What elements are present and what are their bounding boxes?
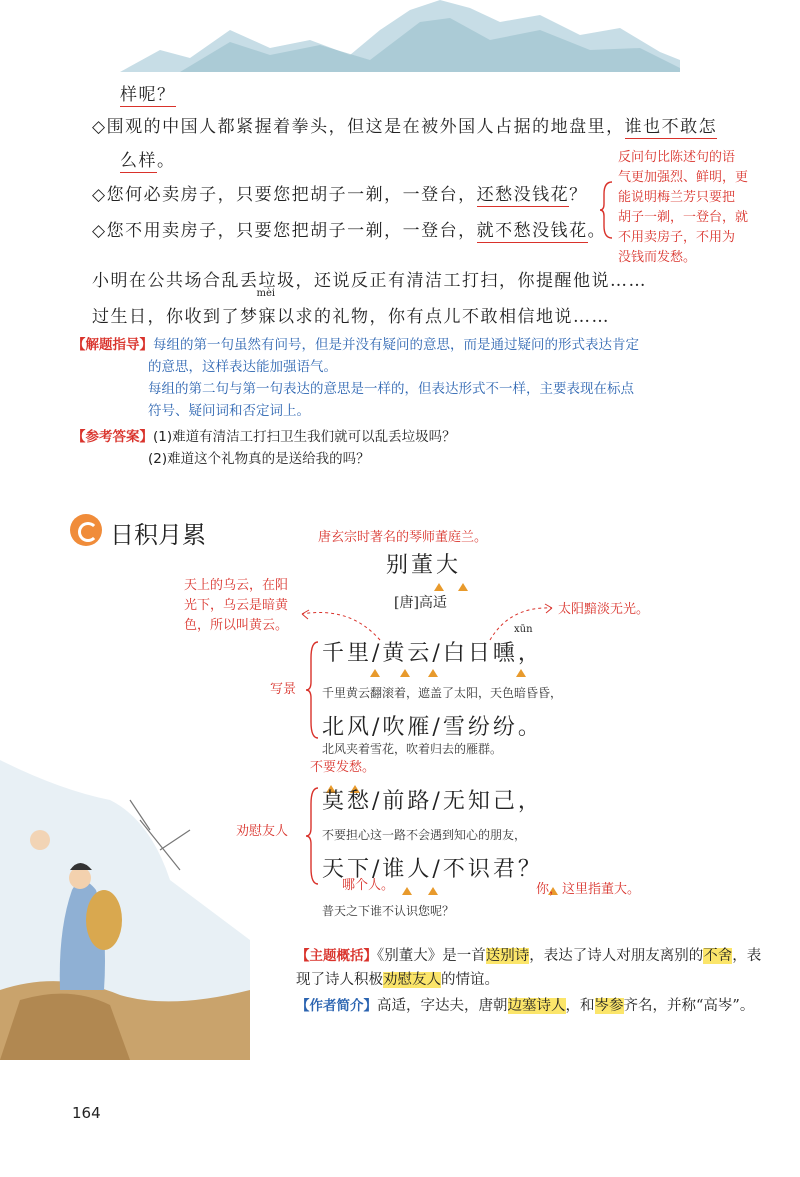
note-mochou: 不要发愁。 (310, 760, 376, 775)
question-1: 小明在公共场合乱丢垃圾，还说反正有清洁工打扫，你提醒他说…… (92, 271, 647, 291)
note-jun: 你，这里指董大。 (536, 882, 641, 897)
translation-1: 千里黄云翻滚着，遮盖了太阳，天色暗昏昏， (322, 686, 563, 700)
example-sentence-1a: ◇围观的中国人都紧握着拳头，但这是在被外国人占据的地盘里，谁也不敢怎 (92, 117, 718, 137)
reference-answer: 【参考答案】(1)难道有清洁工打扫卫生我们就可以乱丢垃圾吗？ (2)难道这个礼物真的是送给我的吗？ (72, 429, 456, 467)
note-dongda: 唐玄宗时著名的琴师董庭兰。 (318, 530, 488, 545)
scene-brace (306, 640, 320, 740)
comfort-brace (306, 786, 320, 886)
solving-guide: 【解题指导】每组的第一句虽然有问号，但是并没有疑问的意思，而是通过疑问的形式表达肯定 的意思，这样表达能加强语气。 每组的第二句与第一句表达的意思是一样的，但表达形式不一样，主要表现在标点 符号、疑问词和否定词上。 (72, 337, 639, 419)
note-shuiren: 哪个人。 (342, 878, 395, 893)
note-huangyun: 天上的乌云，在阳 光下，乌云是暗黄 色，所以叫黄云。 (184, 578, 289, 633)
example-sentence-1b: 么样。 (120, 151, 176, 171)
poem-line-4: 天下/谁人/不识君？ (322, 857, 543, 882)
mountain-header-illustration (120, 0, 680, 72)
text-continuation: 样呢？ (120, 85, 176, 105)
note-xun: 太阳黯淡无光。 (558, 602, 650, 617)
translation-4: 普天之下谁不认识您呢？ (322, 904, 455, 918)
label-scene: 写景 (270, 682, 297, 697)
section-title: 日积月累 (110, 521, 206, 549)
poem-line-2: 北风/吹雁/雪纷纷。 (322, 715, 543, 740)
page-number: 164 (72, 1104, 101, 1122)
poem-author: [唐]高适 (394, 595, 447, 611)
poet-illustration (0, 760, 250, 1060)
pinyin-xun: xūn (514, 624, 533, 635)
side-note-brace (600, 180, 616, 240)
poem-line-3: 莫愁/前路/无知己， (322, 789, 543, 814)
translation-3: 不要担心这一路不会遇到知心的朋友， (322, 828, 527, 842)
question-2: 过生日，你收到了梦 mèi 寐以求的礼物，你有点儿不敢相信地说…… (92, 288, 610, 327)
poem-title: 别董大 (386, 553, 462, 578)
author-intro: 【作者简介】高适，字达夫，唐朝边塞诗人，和岑参齐名，并称“高岑”。 (296, 998, 755, 1014)
translation-2: 北风夹着雪花，吹着归去的雁群。 (322, 742, 503, 756)
theme-summary: 【主题概括】《别董大》是一首送别诗，表达了诗人对朋友离别的不舍，表现了诗人积极劝慰友人的情谊。 (296, 948, 762, 988)
swirl-icon (70, 514, 102, 546)
poem-line-1: 千里/黄云/白日曛， (322, 641, 543, 666)
label-comfort: 劝慰友人 (236, 824, 289, 839)
example-sentence-2a: ◇您何必卖房子，只要您把胡子一剃，一登台，还愁没钱花？ (92, 185, 588, 205)
example-sentence-2b: ◇您不用卖房子，只要您把胡子一剃，一登台，就不愁没钱花。 (92, 221, 607, 241)
side-note: 反问句比陈述句的语 气更加强烈、鲜明，更 能说明梅兰芳只要把 胡子一剃，一登台，就 不用卖房子，不用为 没钱而发愁。 (618, 150, 749, 265)
